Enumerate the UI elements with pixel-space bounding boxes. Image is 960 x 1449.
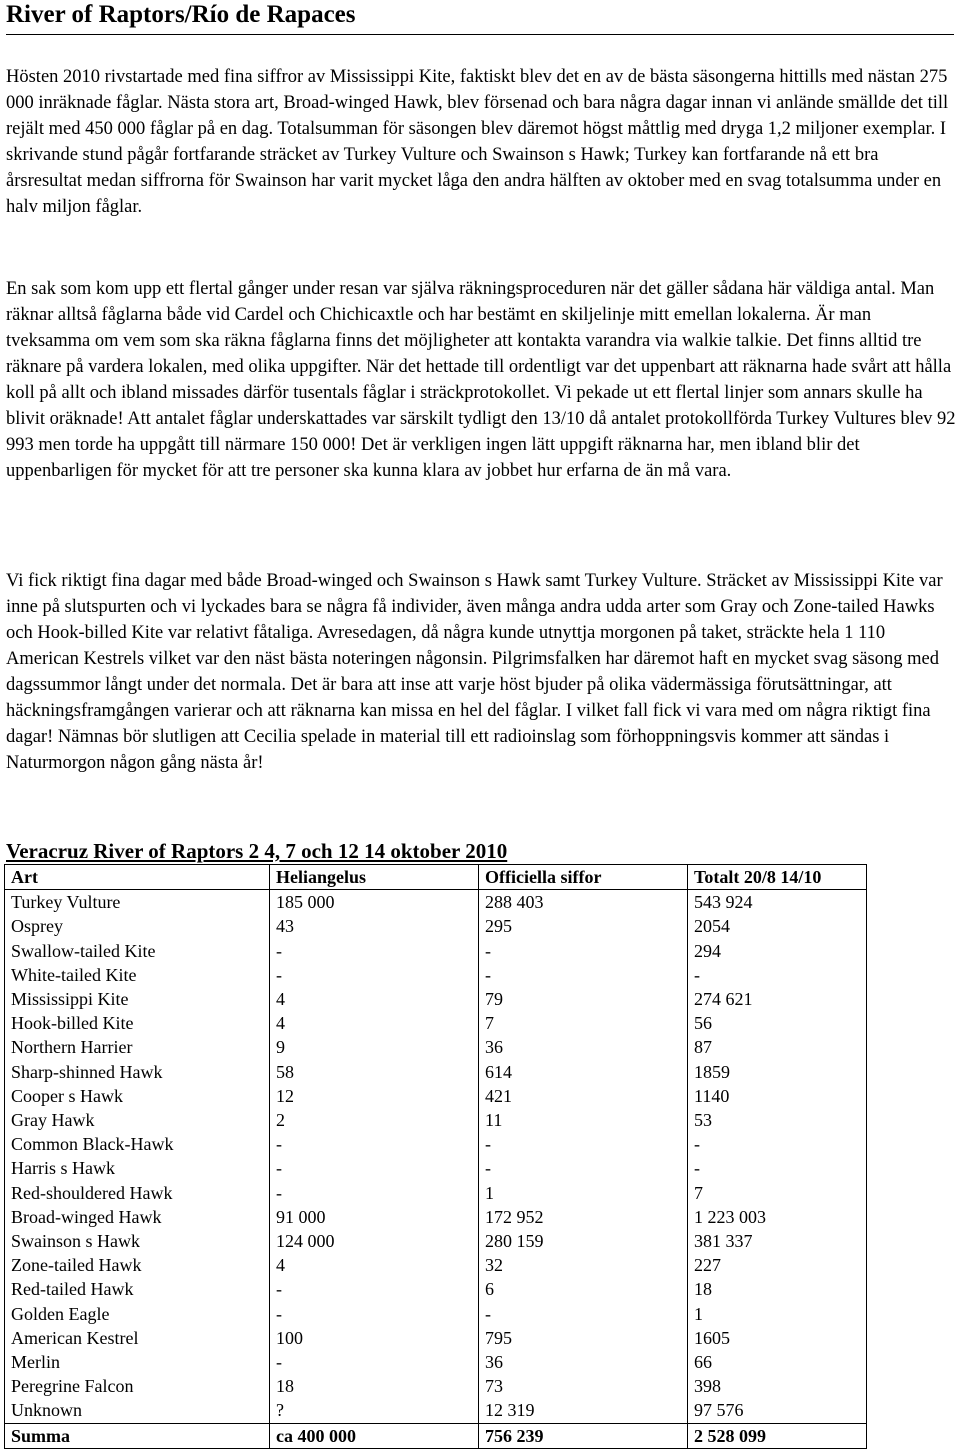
cell-heliangelus: 4	[270, 987, 479, 1011]
cell-officiella: 7	[479, 1011, 688, 1035]
column-header-totalt: Totalt 20/8 14/10	[688, 865, 867, 890]
cell-officiella: 288 403	[479, 890, 688, 915]
table-title: Veracruz River of Raptors 2 4, 7 och 12 14 oktober 2010	[6, 839, 508, 863]
cell-heliangelus: 100	[270, 1326, 479, 1350]
table-row	[5, 890, 867, 915]
cell-officiella: -	[479, 939, 688, 963]
cell-species: White-tailed Kite	[5, 963, 270, 987]
table-row	[5, 1011, 867, 1035]
column-header-art: Art	[5, 865, 270, 890]
cell-totalt: 294	[688, 939, 867, 963]
column-header-officiella: Officiella siffor	[479, 865, 688, 890]
cell-heliangelus: 124 000	[270, 1229, 479, 1253]
table-row	[5, 1060, 867, 1084]
cell-officiella: 795	[479, 1326, 688, 1350]
table-row	[5, 1156, 867, 1180]
cell-totalt: 87	[688, 1035, 867, 1059]
cell-officiella: 6	[479, 1277, 688, 1301]
cell-heliangelus: 4	[270, 1011, 479, 1035]
cell-totalt: 381 337	[688, 1229, 867, 1253]
cell-species: Common Black-Hawk	[5, 1132, 270, 1156]
cell-heliangelus: -	[270, 1277, 479, 1301]
paragraph-summary: Vi fick riktigt fina dagar med både Broad-winged och Swainson s Hawk samt Turkey Vulture. Sträcket av Mississippi Kite var inne på slutspurten och vi lyckades bara se några få individer, även många andra udda arter som Gray och Zone-tailed Hawks och Hook-billed Kite var relativt fåtaliga. Avresedagen, då några kunde utnyttja morgonen på taket, sträckte hela 1 110 American Kestrels vilket var den näst bästa noteringen någonsin. Pilgrimsfalken har däremot haft en mycket svag säsong med dagssummor långt under det normala. Det är bara att inse att varje höst bjuder på olika vädermässiga förutsättningar, att häckningsframgången varierar och att räknarna kan missa en hel del fåglar. I vilket fall fick vi vara med om några riktigt fina dagar! Nämnas bör slutligen att Cecilia spelade in material till ett radioinslag som förhoppningsvis kommer att sändas i Naturmorgon någon gång nästa år!	[6, 571, 943, 773]
table-row	[5, 1229, 867, 1253]
cell-totalt: 543 924	[688, 890, 867, 915]
cell-heliangelus: 12	[270, 1084, 479, 1108]
cell-species: Red-shouldered Hawk	[5, 1181, 270, 1205]
cell-officiella: 12 319	[479, 1398, 688, 1423]
summary-row	[5, 1423, 867, 1448]
cell-officiella: 421	[479, 1084, 688, 1108]
cell-totalt: -	[688, 963, 867, 987]
table-row	[5, 1350, 867, 1374]
table-row	[5, 963, 867, 987]
cell-species: Harris s Hawk	[5, 1156, 270, 1180]
table-row	[5, 1277, 867, 1301]
cell-species: Swainson s Hawk	[5, 1229, 270, 1253]
table-row	[5, 1398, 867, 1423]
summary-label: Summa	[5, 1423, 270, 1448]
cell-officiella: -	[479, 1302, 688, 1326]
summary-heliangelus: ca 400 000	[270, 1423, 479, 1448]
column-header-heliangelus: Heliangelus	[270, 865, 479, 890]
table-row	[5, 1181, 867, 1205]
cell-heliangelus: 9	[270, 1035, 479, 1059]
cell-heliangelus: 18	[270, 1374, 479, 1398]
cell-species: Golden Eagle	[5, 1302, 270, 1326]
cell-officiella: -	[479, 1156, 688, 1180]
cell-totalt: 66	[688, 1350, 867, 1374]
cell-officiella: 614	[479, 1060, 688, 1084]
table-row	[5, 939, 867, 963]
cell-species: Hook-billed Kite	[5, 1011, 270, 1035]
table-row	[5, 1205, 867, 1229]
cell-species: Merlin	[5, 1350, 270, 1374]
cell-heliangelus: ?	[270, 1398, 479, 1423]
cell-heliangelus: -	[270, 1302, 479, 1326]
cell-heliangelus: 58	[270, 1060, 479, 1084]
cell-totalt: 53	[688, 1108, 867, 1132]
table-row	[5, 1326, 867, 1350]
cell-totalt: -	[688, 1132, 867, 1156]
paragraph-intro: Hösten 2010 rivstartade med fina siffror av Mississippi Kite, faktiskt blev det en av de bästa säsongerna hittills med nästan 275 000 inräknade fåglar. Nästa stora art, Broad-winged Hawk, blev försenad och bara några dagar innan vi anlände smällde det till rejält med 450 000 fåglar på en dag. Totalsumman för säsongen blev däremot högst måttlig med dryga 1,2 miljoner exemplar. I skrivande stund pågår fortfarande sträcket av Turkey Vulture och Swainson s Hawk; Turkey kan fortfarande nå ett bra årsresultat medan siffrorna för Swainson har varit mycket låga den andra hälften av oktober med en svag totalsumma under en halv miljon fåglar.	[6, 67, 949, 217]
cell-officiella: -	[479, 1132, 688, 1156]
cell-species: Cooper s Hawk	[5, 1084, 270, 1108]
cell-officiella: 1	[479, 1181, 688, 1205]
cell-heliangelus: 43	[270, 914, 479, 938]
cell-officiella: 79	[479, 987, 688, 1011]
cell-totalt: 274 621	[688, 987, 867, 1011]
page-title: River of Raptors/Río de Rapaces	[6, 0, 954, 35]
cell-officiella: -	[479, 963, 688, 987]
cell-officiella: 36	[479, 1350, 688, 1374]
cell-species: Broad-winged Hawk	[5, 1205, 270, 1229]
table-header	[5, 865, 867, 890]
cell-heliangelus: 91 000	[270, 1205, 479, 1229]
cell-species: Unknown	[5, 1398, 270, 1423]
cell-totalt: 18	[688, 1277, 867, 1301]
cell-totalt: 1859	[688, 1060, 867, 1084]
cell-officiella: 172 952	[479, 1205, 688, 1229]
cell-heliangelus: -	[270, 1132, 479, 1156]
cell-species: Northern Harrier	[5, 1035, 270, 1059]
cell-species: Peregrine Falcon	[5, 1374, 270, 1398]
cell-species: Gray Hawk	[5, 1108, 270, 1132]
cell-heliangelus: 2	[270, 1108, 479, 1132]
table-row	[5, 1302, 867, 1326]
cell-totalt: 227	[688, 1253, 867, 1277]
table-row	[5, 1084, 867, 1108]
table-row	[5, 1035, 867, 1059]
raptor-count-table	[4, 864, 867, 1449]
cell-heliangelus: -	[270, 1181, 479, 1205]
cell-officiella: 11	[479, 1108, 688, 1132]
cell-totalt: 1 223 003	[688, 1205, 867, 1229]
cell-species: Sharp-shinned Hawk	[5, 1060, 270, 1084]
cell-heliangelus: -	[270, 963, 479, 987]
cell-totalt: 56	[688, 1011, 867, 1035]
summary-totalt: 2 528 099	[688, 1423, 867, 1448]
table-row	[5, 914, 867, 938]
cell-species: Swallow-tailed Kite	[5, 939, 270, 963]
cell-totalt: 1	[688, 1302, 867, 1326]
cell-species: Red-tailed Hawk	[5, 1277, 270, 1301]
cell-totalt: 1605	[688, 1326, 867, 1350]
cell-totalt: 398	[688, 1374, 867, 1398]
cell-totalt: -	[688, 1156, 867, 1180]
cell-heliangelus: -	[270, 1350, 479, 1374]
cell-heliangelus: -	[270, 939, 479, 963]
cell-species: Zone-tailed Hawk	[5, 1253, 270, 1277]
table-footer	[5, 1423, 867, 1448]
cell-species: American Kestrel	[5, 1326, 270, 1350]
cell-officiella: 36	[479, 1035, 688, 1059]
cell-species: Turkey Vulture	[5, 890, 270, 915]
cell-officiella: 32	[479, 1253, 688, 1277]
summary-officiella: 756 239	[479, 1423, 688, 1448]
cell-species: Mississippi Kite	[5, 987, 270, 1011]
table-body	[5, 890, 867, 1423]
table-row	[5, 1108, 867, 1132]
cell-totalt: 7	[688, 1181, 867, 1205]
cell-officiella: 73	[479, 1374, 688, 1398]
table-row	[5, 1253, 867, 1277]
cell-species: Osprey	[5, 914, 270, 938]
cell-officiella: 280 159	[479, 1229, 688, 1253]
table-row	[5, 987, 867, 1011]
cell-totalt: 2054	[688, 914, 867, 938]
cell-totalt: 1140	[688, 1084, 867, 1108]
cell-heliangelus: -	[270, 1156, 479, 1180]
paragraph-counting: En sak som kom upp ett flertal gånger under resan var själva räkningsproceduren när det gäller sådana här väldiga antal. Man räknar alltså fåglarna både vid Cardel och Chichicaxtle och har bestämt en skiljelinje mitt emellan lokalerna. Är man tveksamma om vem som ska räkna fåglarna finns det möjligheter att kontakta varandra via walkie talkie. Det finns alltid tre räknare på vardera lokalen, med olika uppgifter. När det hettade till ordentligt var det uppenbart att räknarna hade svårt att hålla koll på allt och ibland missades därför tusentals fåglar i sträckprotokollet. Vi pekade ut ett flertal linjer som annars skulle ha blivit oräknade! Att antalet fåglar underskattades var särskilt tydligt den 13/10 då antalet protokollförda Turkey Vultures blev 92 993 men torde ha uppgått till närmare 150 000! Det är verkligen ingen lätt uppgift räknarna har, men ibland blir det uppenbarligen för mycket för att tre personer ska kunna klara av jobbet hur erfarna de än må vara.	[6, 279, 956, 481]
cell-heliangelus: 4	[270, 1253, 479, 1277]
table-row	[5, 1132, 867, 1156]
cell-totalt: 97 576	[688, 1398, 867, 1423]
table-header-row	[5, 865, 867, 890]
table-row	[5, 1374, 867, 1398]
cell-heliangelus: 185 000	[270, 890, 479, 915]
cell-officiella: 295	[479, 914, 688, 938]
